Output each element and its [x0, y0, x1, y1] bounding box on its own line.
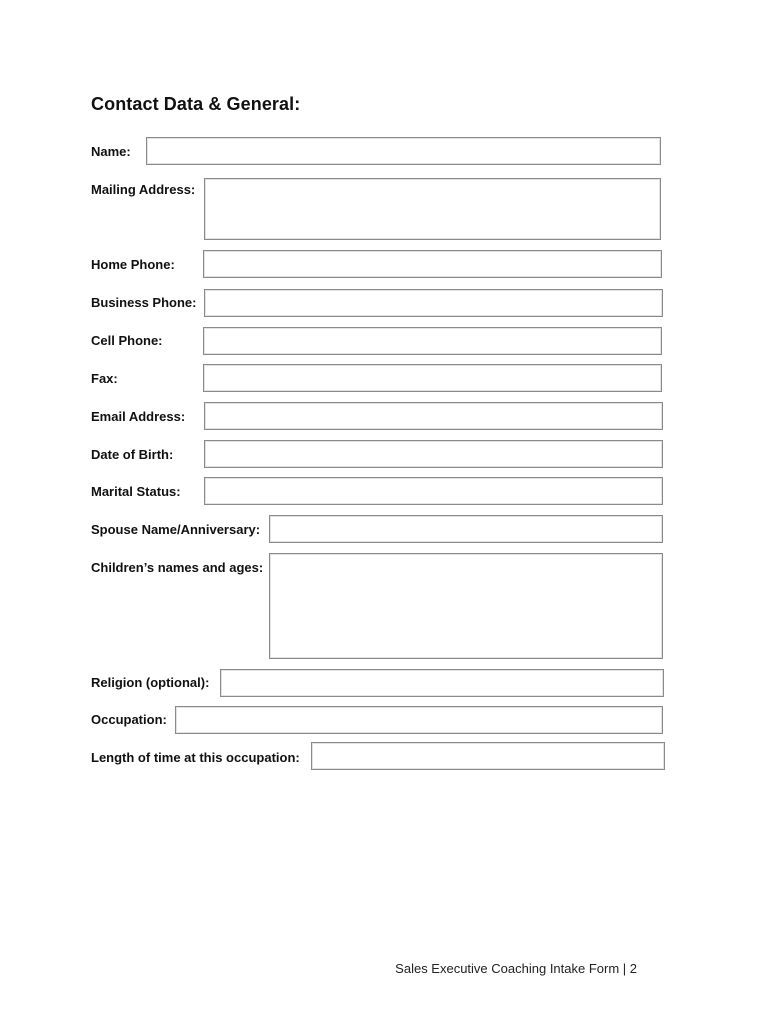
- fax-label: Fax:: [91, 371, 118, 386]
- email-address-field[interactable]: [204, 402, 663, 430]
- fax-field[interactable]: [203, 364, 662, 392]
- cell-phone-label: Cell Phone:: [91, 333, 163, 348]
- section-title: Contact Data & General:: [91, 94, 301, 114]
- occupation-field[interactable]: [175, 706, 663, 734]
- length-of-time-at-occupation-field[interactable]: [311, 742, 665, 770]
- email-address-label: Email Address:: [91, 409, 186, 424]
- childrens-names-and-ages-label: Children’s names and ages:: [91, 560, 264, 575]
- childrens-names-and-ages-field[interactable]: [269, 553, 663, 659]
- spouse-name-anniversary-field[interactable]: [269, 515, 663, 543]
- name-label: Name:: [91, 144, 131, 159]
- business-phone-field[interactable]: [204, 289, 663, 317]
- occupation-label: Occupation:: [91, 712, 167, 727]
- home-phone-label: Home Phone:: [91, 257, 175, 272]
- home-phone-field[interactable]: [203, 250, 662, 278]
- page-footer: Sales Executive Coaching Intake Form | 2: [395, 961, 637, 976]
- spouse-name-anniversary-label: Spouse Name/Anniversary:: [91, 522, 261, 537]
- date-of-birth-field[interactable]: [204, 440, 663, 468]
- name-field[interactable]: [146, 137, 661, 165]
- religion-label: Religion (optional):: [91, 675, 210, 690]
- mailing-address-label: Mailing Address:: [91, 182, 196, 197]
- business-phone-label: Business Phone:: [91, 295, 197, 310]
- mailing-address-field[interactable]: [204, 178, 661, 240]
- date-of-birth-label: Date of Birth:: [91, 447, 174, 462]
- cell-phone-field[interactable]: [203, 327, 662, 355]
- length-of-time-at-occupation-label: Length of time at this occupation:: [91, 750, 300, 765]
- religion-field[interactable]: [220, 669, 664, 697]
- marital-status-field[interactable]: [204, 477, 663, 505]
- marital-status-label: Marital Status:: [91, 484, 181, 499]
